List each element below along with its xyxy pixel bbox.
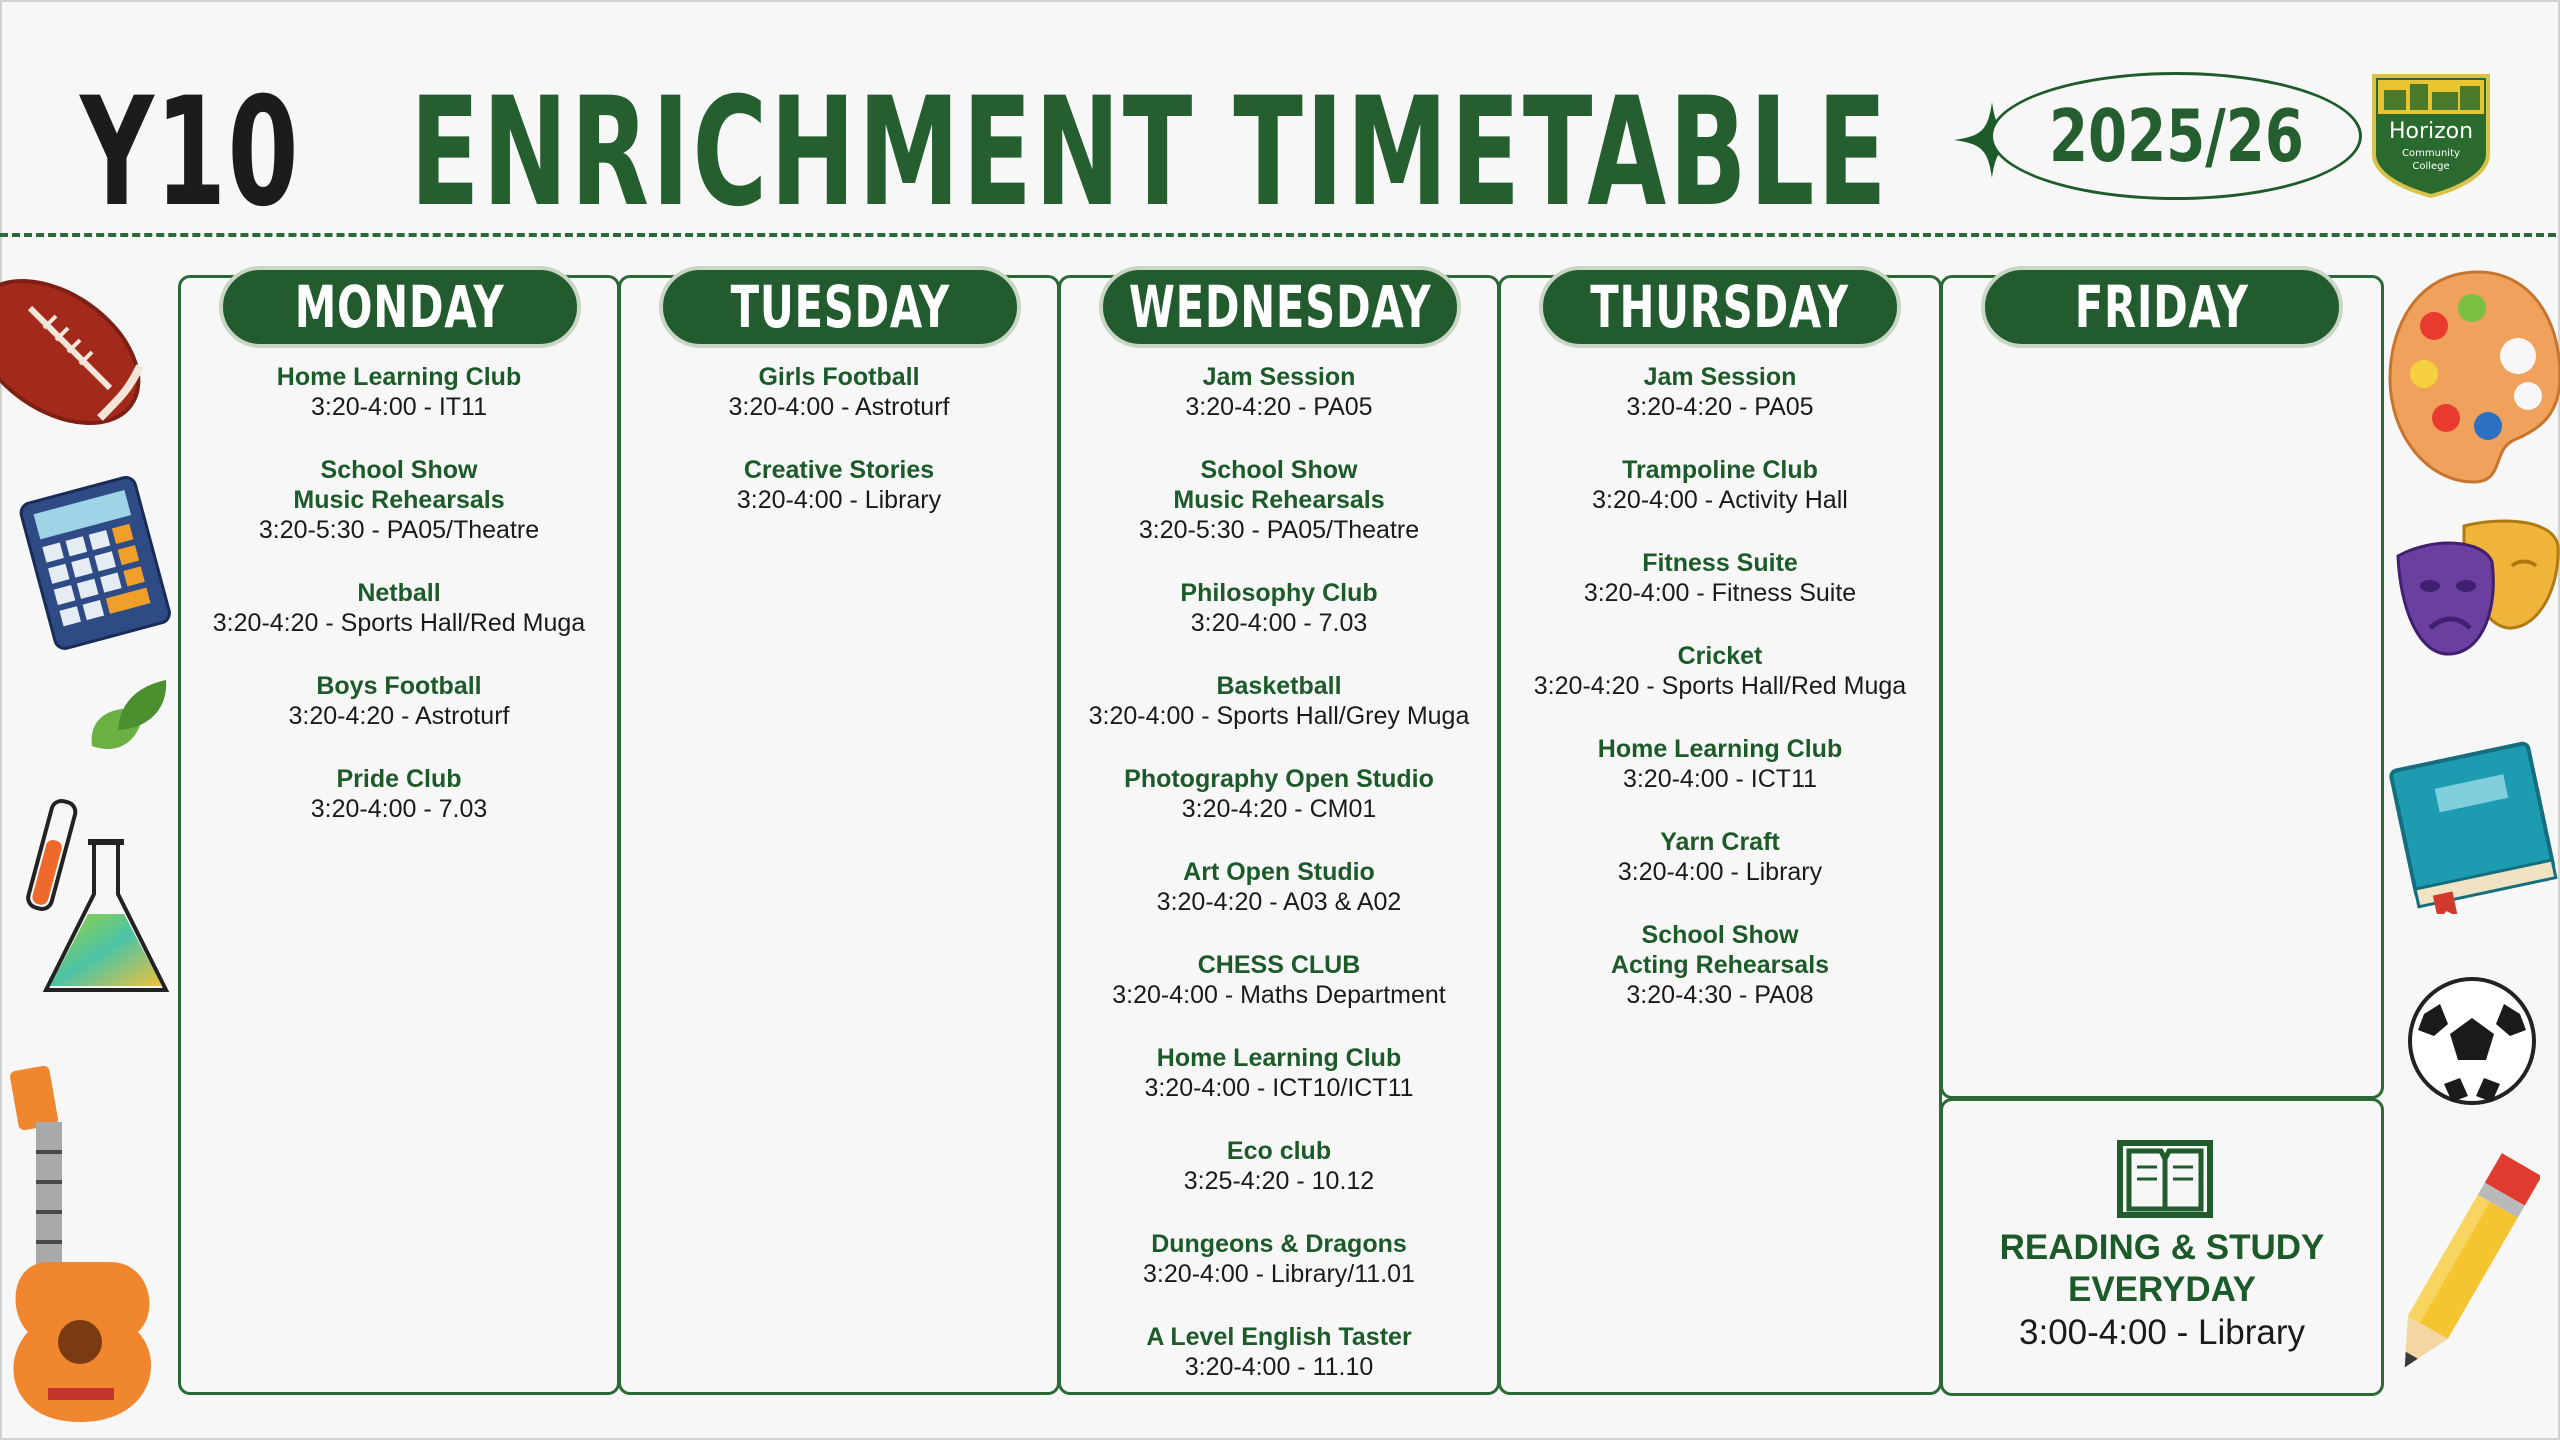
activity-time-location: 3:20-4:00 - Library: [1617, 858, 1823, 886]
day-column-monday: [178, 275, 620, 1395]
reading-time: 3:00-4:00 - Library: [2019, 1313, 2305, 1352]
activity-item: [1061, 1043, 1497, 1104]
activity-name: School Show Music Rehearsals: [293, 456, 505, 514]
activity-name: School Show Music Rehearsals: [1173, 456, 1385, 514]
day-column-tuesday: [618, 275, 1060, 1395]
book-icon: [2382, 726, 2560, 914]
activity-name: Home Learning Club: [1597, 735, 1843, 763]
activity-time-location: 3:20-5:30 - PA05/Theatre: [1138, 516, 1420, 544]
activity-item: [1061, 950, 1497, 1011]
activity-item: [1061, 1322, 1497, 1383]
activity-item: [621, 362, 1057, 423]
activity-item: [1061, 671, 1497, 732]
activity-item: [181, 362, 617, 423]
activity-time-location: 3:20-4:00 - ICT11: [1622, 765, 1818, 793]
calculator-icon: [16, 472, 174, 652]
logo-name: Horizon: [2388, 119, 2474, 144]
activity-time-location: 3:20-4:20 - PA05: [1626, 393, 1814, 421]
activity-name: Girls Football: [758, 363, 920, 391]
activity-item: [1501, 362, 1939, 423]
activity-time-location: 3:20-4:20 - PA05: [1185, 393, 1373, 421]
activity-item: [1501, 641, 1939, 702]
paint-palette-icon: [2388, 266, 2560, 488]
day-label: TUESDAY: [730, 273, 950, 341]
day-header: [1539, 266, 1901, 348]
activity-item: [181, 671, 617, 732]
day-label: MONDAY: [295, 273, 505, 341]
activity-name: Eco club: [1226, 1137, 1332, 1165]
football-icon: [2404, 974, 2540, 1108]
activity-item: [621, 455, 1057, 516]
activity-time-location: 3:20-4:00 - 7.03: [1190, 609, 1368, 637]
activity-name: Home Learning Club: [276, 363, 522, 391]
activity-time-location: 3:20-4:00 - 7.03: [310, 795, 488, 823]
title-main: ENRICHMENT TIMETABLE: [410, 66, 1890, 240]
day-header: [1099, 266, 1461, 348]
activity-item: [1501, 734, 1939, 795]
activity-list: [621, 362, 1057, 548]
activity-item: [1061, 1229, 1497, 1290]
activity-time-location: 3:20-4:00 - ICT10/ICT11: [1144, 1074, 1414, 1102]
school-logo-icon: [2370, 72, 2492, 198]
activity-name: A Level English Taster: [1146, 1323, 1412, 1351]
activity-time-location: 3:20-4:00 - Astroturf: [728, 393, 950, 421]
activity-name: Dungeons & Dragons: [1151, 1230, 1407, 1258]
activity-name: Fitness Suite: [1642, 549, 1798, 577]
activity-time-location: 3:20-4:30 - PA08: [1626, 981, 1814, 1009]
activity-time-location: 3:25-4:20 - 10.12: [1183, 1167, 1375, 1195]
activity-name: Home Learning Club: [1156, 1044, 1402, 1072]
day-header: [219, 266, 581, 348]
leaves-icon: [84, 676, 170, 760]
activity-name: Netball: [357, 579, 441, 607]
reading-study-box: [1940, 1098, 2384, 1396]
activity-item: [1061, 578, 1497, 639]
activity-item: [1061, 764, 1497, 825]
day-header: [659, 266, 1021, 348]
day-label: THURSDAY: [1590, 273, 1850, 341]
day-column-wednesday: [1058, 275, 1500, 1395]
activity-name: Pride Club: [336, 765, 462, 793]
activity-time-location: 3:20-4:00 - Activity Hall: [1592, 486, 1848, 514]
logo-sub1: Community: [2402, 148, 2460, 159]
activity-time-location: 3:20-4:00 - Fitness Suite: [1583, 579, 1857, 607]
activity-item: [1061, 455, 1497, 546]
activity-name: Art Open Studio: [1183, 858, 1375, 886]
activity-item: [1501, 548, 1939, 609]
test-tubes-icon: [18, 794, 170, 1000]
activity-time-location: 3:20-4:00 - Library: [736, 486, 942, 514]
activity-time-location: 3:20-4:00 - 11.10: [1184, 1353, 1374, 1381]
activity-item: [1501, 827, 1939, 888]
activity-item: [1061, 857, 1497, 918]
ukulele-icon: [0, 1062, 172, 1426]
activity-name: Cricket: [1677, 642, 1763, 670]
activity-item: [1501, 920, 1939, 1011]
pencil-icon: [2390, 1140, 2540, 1394]
activity-item: [1501, 455, 1939, 516]
day-label: WEDNESDAY: [1128, 273, 1432, 341]
activity-time-location: 3:20-4:20 - CM01: [1181, 795, 1377, 823]
activity-name: Photography Open Studio: [1124, 765, 1434, 793]
activity-name: School Show Acting Rehearsals: [1610, 921, 1830, 979]
activity-name: Jam Session: [1643, 363, 1797, 391]
header-divider: [0, 233, 2556, 237]
activity-name: Jam Session: [1202, 363, 1356, 391]
day-header: [1981, 266, 2343, 348]
activity-item: [181, 455, 617, 546]
activity-time-location: 3:20-5:30 - PA05/Theatre: [258, 516, 540, 544]
activity-name: CHESS CLUB: [1197, 951, 1361, 979]
activity-name: Creative Stories: [743, 456, 935, 484]
activity-name: Boys Football: [316, 672, 482, 700]
activity-name: Philosophy Club: [1180, 579, 1378, 607]
activity-item: [1061, 362, 1497, 423]
activity-item: [181, 764, 617, 825]
activity-list: [181, 362, 617, 857]
activity-time-location: 3:20-4:00 - Sports Hall/Grey Muga: [1088, 702, 1470, 730]
activity-name: Basketball: [1216, 672, 1342, 700]
theatre-masks-icon: [2394, 516, 2560, 658]
activity-item: [181, 578, 617, 639]
activity-time-location: 3:20-4:00 - IT11: [310, 393, 488, 421]
title-year-group: Y10: [80, 66, 300, 240]
day-label: FRIDAY: [2075, 273, 2249, 341]
logo-sub2: College: [2412, 161, 2450, 172]
reading-title: READING & STUDY EVERYDAY: [1999, 1228, 2325, 1309]
activity-time-location: 3:20-4:20 - A03 & A02: [1156, 888, 1402, 916]
activity-name: Yarn Craft: [1660, 828, 1780, 856]
year-badge: [1990, 72, 2362, 200]
activity-time-location: 3:20-4:20 - Astroturf: [288, 702, 510, 730]
activity-list: [1501, 362, 1939, 1043]
activity-name: Trampoline Club: [1622, 456, 1818, 484]
activity-item: [1061, 1136, 1497, 1197]
open-book-icon: [2117, 1137, 2213, 1219]
day-column-thursday: [1498, 275, 1942, 1395]
activity-time-location: 3:20-4:00 - Maths Department: [1112, 981, 1446, 1009]
day-column-friday: [1940, 275, 2384, 1099]
activity-time-location: 3:20-4:00 - Library/11.01: [1143, 1260, 1415, 1288]
rugby-ball-icon: [0, 268, 146, 438]
activity-list: [1061, 362, 1497, 1415]
activity-time-location: 3:20-4:20 - Sports Hall/Red Muga: [212, 609, 586, 637]
activity-time-location: 3:20-4:20 - Sports Hall/Red Muga: [1533, 672, 1907, 700]
year-text: 2025/26: [2048, 94, 2304, 178]
